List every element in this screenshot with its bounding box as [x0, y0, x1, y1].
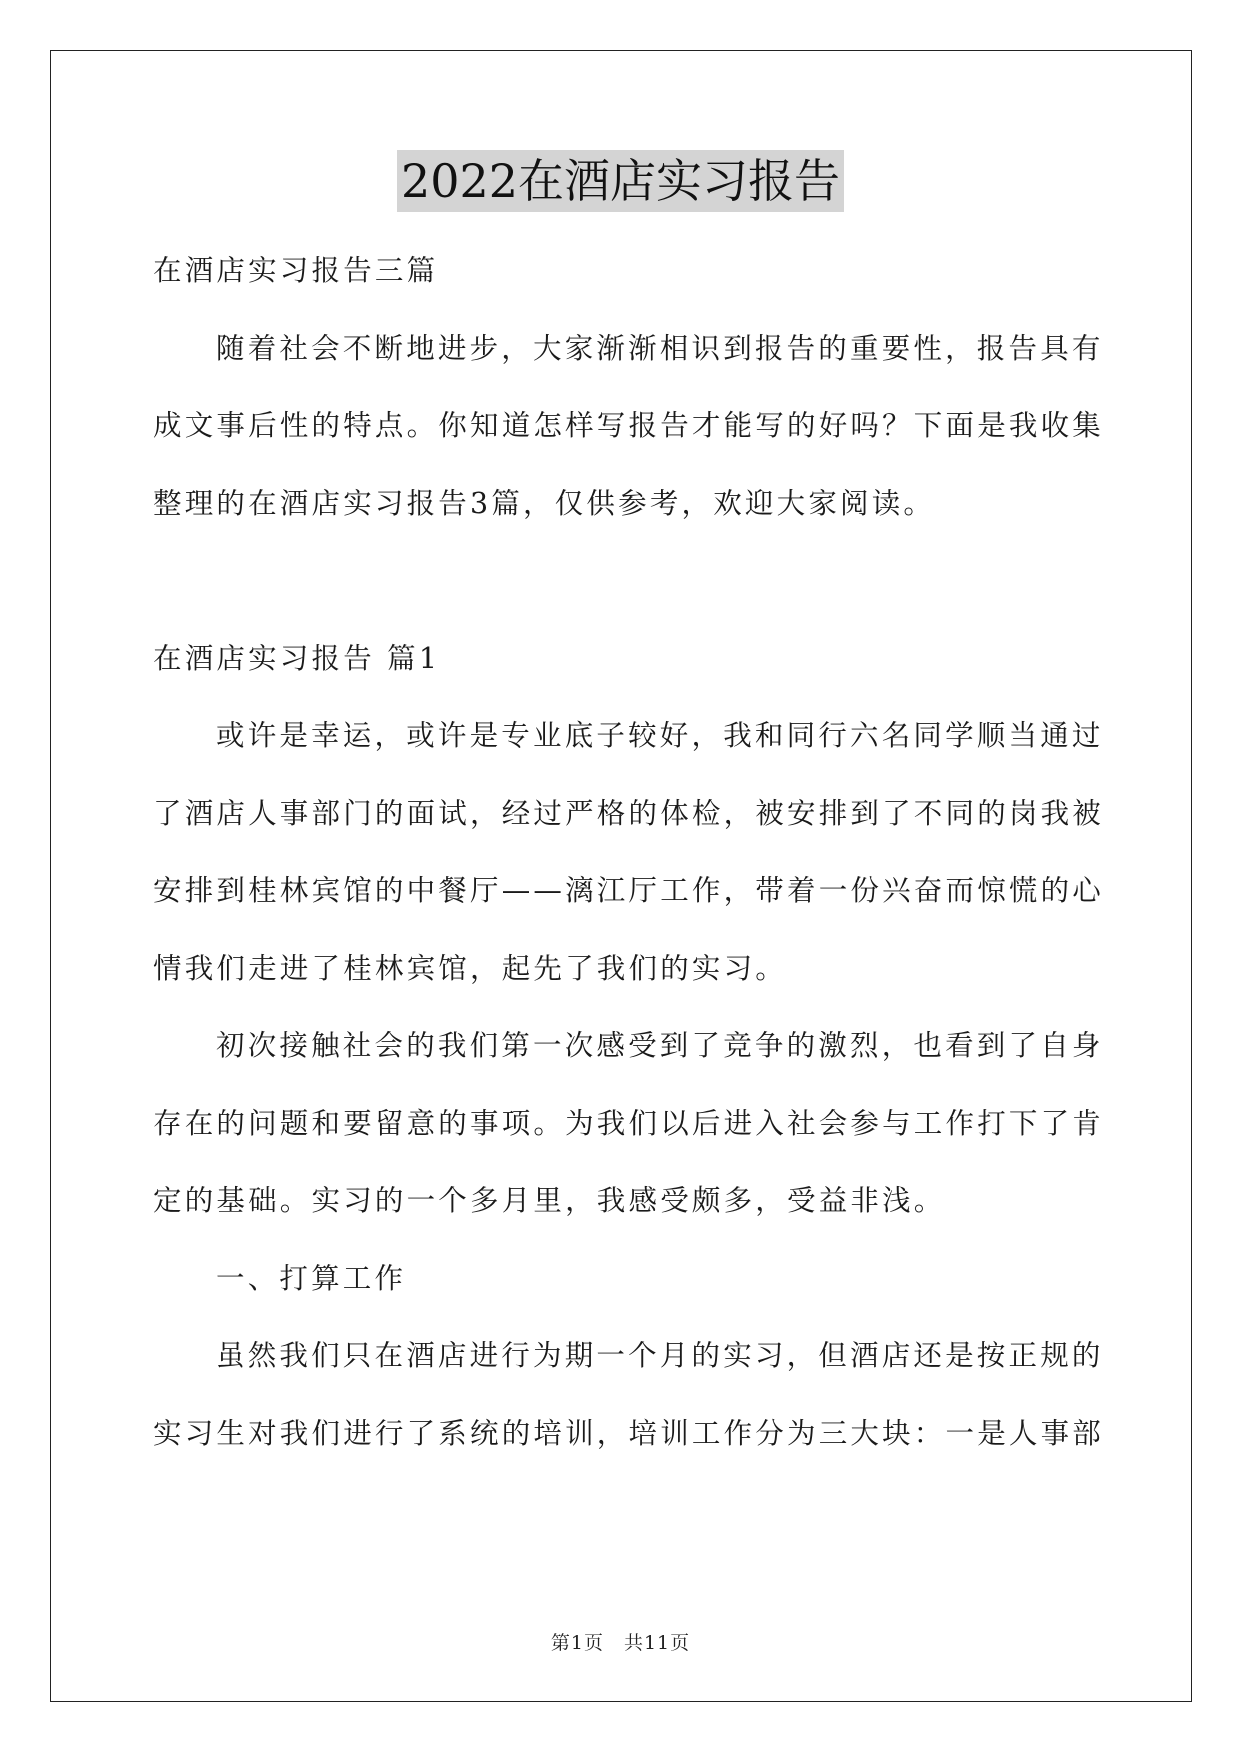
para3-line: 实习生对我们进行了系统的培训，培训工作分为三大块：一是人事部: [153, 1416, 1105, 1450]
blank-line: [153, 542, 1093, 620]
para2-line: 定的基础。实习的一个多月里，我感受颇多，受益非浅。: [153, 1184, 946, 1217]
document-title: 2022在酒店实习报告: [397, 150, 844, 212]
page-footer: 第1页 共11页: [550, 1632, 691, 1654]
para2-line: 初次接触社会的我们第一次感受到了竞争的激烈，也看到了自身: [216, 1029, 1104, 1062]
section-heading: 在酒店实习报告 篇1: [153, 641, 441, 675]
intro-line: 成文事后性的特点。你知道怎样写报告才能写的好吗？下面是我收集: [153, 409, 1105, 442]
para1-line: 或许是幸运，或许是专业底子较好，我和同行六名同学顺当通过: [216, 719, 1104, 752]
para1-line: 安排到桂林宾馆的中餐厅——漓江厅工作，带着一份兴奋而惊慌的心: [153, 874, 1105, 907]
document-body: [153, 232, 1105, 1472]
para1-line: 了酒店人事部门的面试，经过严格的体检，被安排到了不同的岗我被: [153, 796, 1105, 830]
intro-line: 随着社会不断地进步，大家渐渐相识到报告的重要性，报告具有: [216, 331, 1104, 365]
para1-line: 情我们走进了桂林宾馆，起先了我们的实习。: [153, 951, 788, 985]
title-container: [0, 150, 1241, 212]
subheading: 一、打算工作: [216, 1261, 407, 1295]
para2-line: 存在的问题和要留意的事项。为我们以后进入社会参与工作打下了肯: [153, 1106, 1105, 1140]
para3-line: 虽然我们只在酒店进行为期一个月的实习，但酒店还是按正规的: [216, 1339, 1104, 1372]
intro-line: 整理的在酒店实习报告3篇，仅供参考，欢迎大家阅读。: [153, 486, 936, 520]
document-subtitle: 在酒店实习报告三篇: [153, 254, 439, 287]
